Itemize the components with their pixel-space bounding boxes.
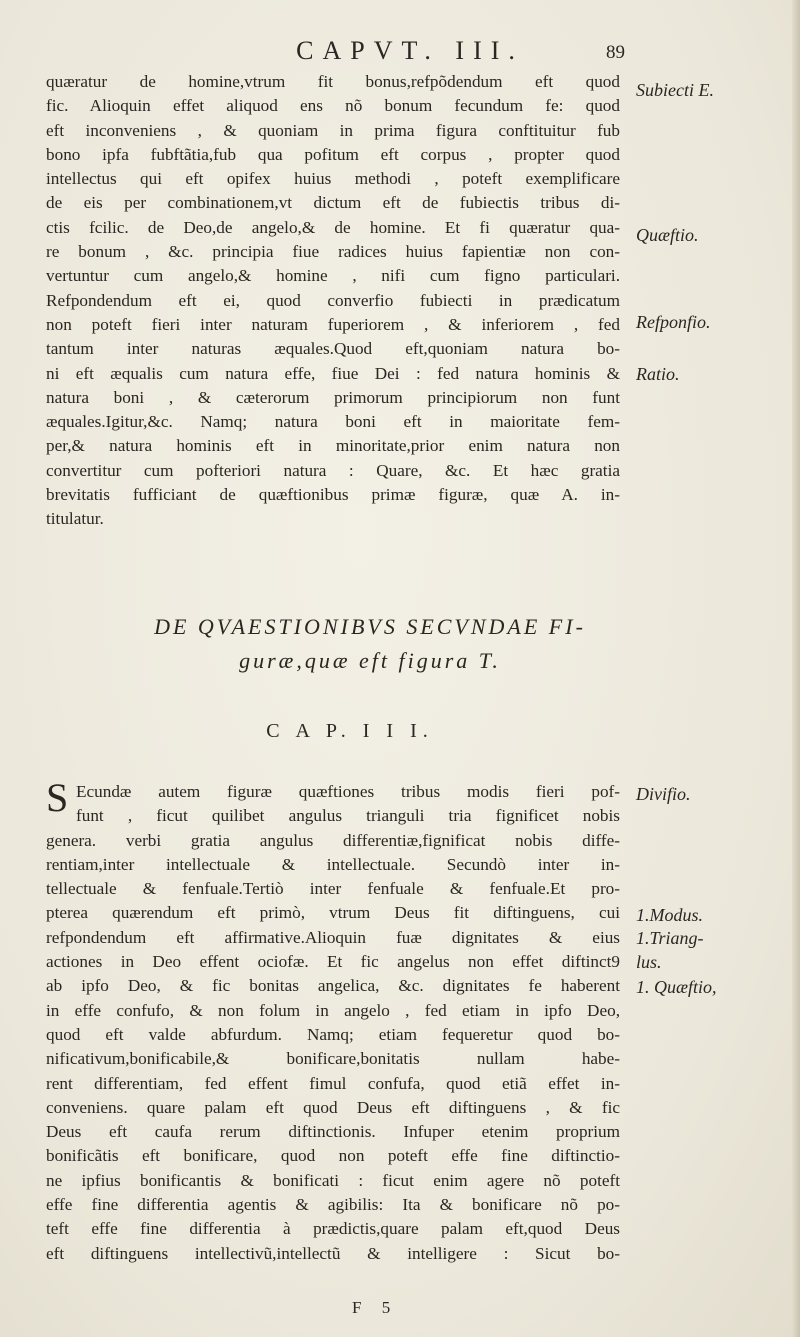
marginal-note: 1. Quæftio,	[636, 977, 717, 997]
signature-mark: F 5	[352, 1298, 399, 1317]
marginal-note: lus.	[636, 952, 662, 972]
text-line: ab ipfo Deo, & fic bonitas angelica, &c. dignitates fe haberent	[46, 976, 620, 996]
marginal-note: Refponfio.	[636, 312, 711, 332]
text-line: bono ipfa fubftãtia,fub qua pofitum eft corpus , propter quod	[46, 144, 620, 164]
text-line: natura boni , & cæterorum primorum principiorum non funt	[46, 387, 620, 407]
initial-letter: S	[46, 775, 69, 820]
text-line: tantum inter naturas æquales.Quod eft,quoniam natura bo-	[46, 339, 620, 359]
text-line: re bonum , &c. principia fiue radices huius fapientiæ non con-	[46, 242, 620, 262]
text-line: actiones in Deo effent ociofæ. Et fic angelus non effet diftinct9	[46, 952, 620, 972]
text-line: ctis fcilic. de Deo,de angelo,& de homine. Et fi quæratur qua-	[46, 217, 620, 237]
text-line: brevitatis fufficiant de quæftionibus primæ figuræ, quæ A. in-	[46, 485, 620, 505]
text-line: eft diftinguens intellectivũ,intellectũ & intelligere : Sicut bo-	[46, 1243, 620, 1263]
section-heading-line-2: guræ,quæ eft figura T.	[239, 648, 501, 673]
text-line: conveniens. quare palam eft quod Deus eft diftinguens , & fic	[46, 1097, 620, 1117]
text-line: titulatur.	[46, 509, 104, 529]
text-line: æquales.Igitur,&c. Namq; natura boni eft in maioritate fem-	[46, 412, 620, 432]
text-line: per,& natura hominis eft in minoritate,prior enim natura non	[46, 436, 620, 456]
marginal-note: 1.Triang-	[636, 928, 704, 948]
text-line: convertitur cum pofteriori natura : Quare, &c. Et hæc gratia	[46, 460, 620, 480]
text-line: rentiam,inter intellectuale & intellectuale. Secundò inter in-	[46, 854, 620, 874]
body-text-block-3	[46, 829, 620, 1266]
text-line: refpondendum eft affirmative.Alioquin fuæ dignitates & eius	[46, 927, 620, 947]
text-line: intellectus qui eft opifex huius methodi , poteft exemplificare	[46, 169, 620, 189]
text-line: non poteft fieri inter naturam fuperiorem , & inferiorem , fed	[46, 314, 620, 334]
text-line: funt , ficut quilibet angulus trianguli tria fignificet nobis	[76, 806, 620, 826]
text-line: ne ipfius bonificantis & bonificati : ficut enim agere nõ poteft	[46, 1170, 620, 1190]
text-line: quæratur de homine,vtrum fit bonus,refpõdendum eft quod	[46, 72, 620, 91]
text-line: de eis per combinationem,vt dictum eft de fubiectis tribus di-	[46, 193, 620, 213]
text-line: bonificãtis eft bonificare, quod non poteft effe fine diftinctio-	[46, 1146, 620, 1166]
text-line: vertuntur cum angelo,& homine , nifi cum figno particulari.	[46, 266, 620, 286]
text-line: nificativum,bonificabile,& bonificare,bonitatis nullam habe-	[46, 1049, 620, 1069]
running-head: CAPVT. III.	[296, 36, 524, 65]
text-line: genera. verbi gratia angulus differentiæ,fignificat nobis diffe-	[46, 830, 620, 850]
text-line: eft inconveniens , & quoniam in prima figura conftituitur fub	[46, 120, 620, 140]
text-line: Deus eft caufa rerum diftinctionis. Infuper etenim proprium	[46, 1122, 620, 1142]
section-heading-line-1: DE QVAESTIONIBVS SECVNDAE FI-	[154, 614, 586, 639]
marginal-note: Subiecti E.	[636, 80, 714, 100]
text-line: quod eft valde abfurdum. Namq; etiam fequeretur quod bo-	[46, 1024, 620, 1044]
marginal-note: Ratio.	[636, 364, 680, 384]
section-heading	[90, 610, 650, 678]
text-line: rent differentiam, fed effent fimul confufa, quod etiã effet in-	[46, 1073, 620, 1093]
body-text-block-1	[46, 70, 620, 532]
text-line: ni eft æqualis cum natura effe, fiue Dei : fed natura hominis &	[46, 363, 620, 383]
text-line: tellectuale & fenfuale.Tertiò inter fenfuale & fenfuale.Et pro-	[46, 879, 620, 899]
text-line: fic. Alioquin effet aliquod ens nõ bonum fecundum fe: quod	[46, 96, 620, 116]
text-line: teft effe fine differentia à prædictis,quare palam eft,quod Deus	[46, 1219, 620, 1239]
text-line: pterea quærendum eft primò, vtrum Deus fit diftinguens, cui	[46, 903, 620, 923]
text-line: in effe confufo, & non folum in angelo , fed etiam in ipfo Deo,	[46, 1000, 620, 1020]
body-text-block-2	[76, 780, 620, 829]
text-line: Refpondendum eft ei, quod converfio fubiecti in prædicatum	[46, 290, 620, 310]
marginal-note: Quæftio.	[636, 225, 699, 245]
chapter-label: C A P. I I I.	[266, 720, 434, 742]
marginal-note: Divifio.	[636, 784, 691, 804]
marginal-note: 1.Modus.	[636, 905, 703, 925]
text-line: effe fine differentia agentis & agibilis: Ita & bonificare nõ po-	[46, 1195, 620, 1215]
page-number: 89	[606, 42, 625, 63]
page-edge	[792, 0, 800, 1337]
text-line: Ecundæ autem figuræ quæftiones tribus modis fieri pof-	[76, 782, 620, 801]
